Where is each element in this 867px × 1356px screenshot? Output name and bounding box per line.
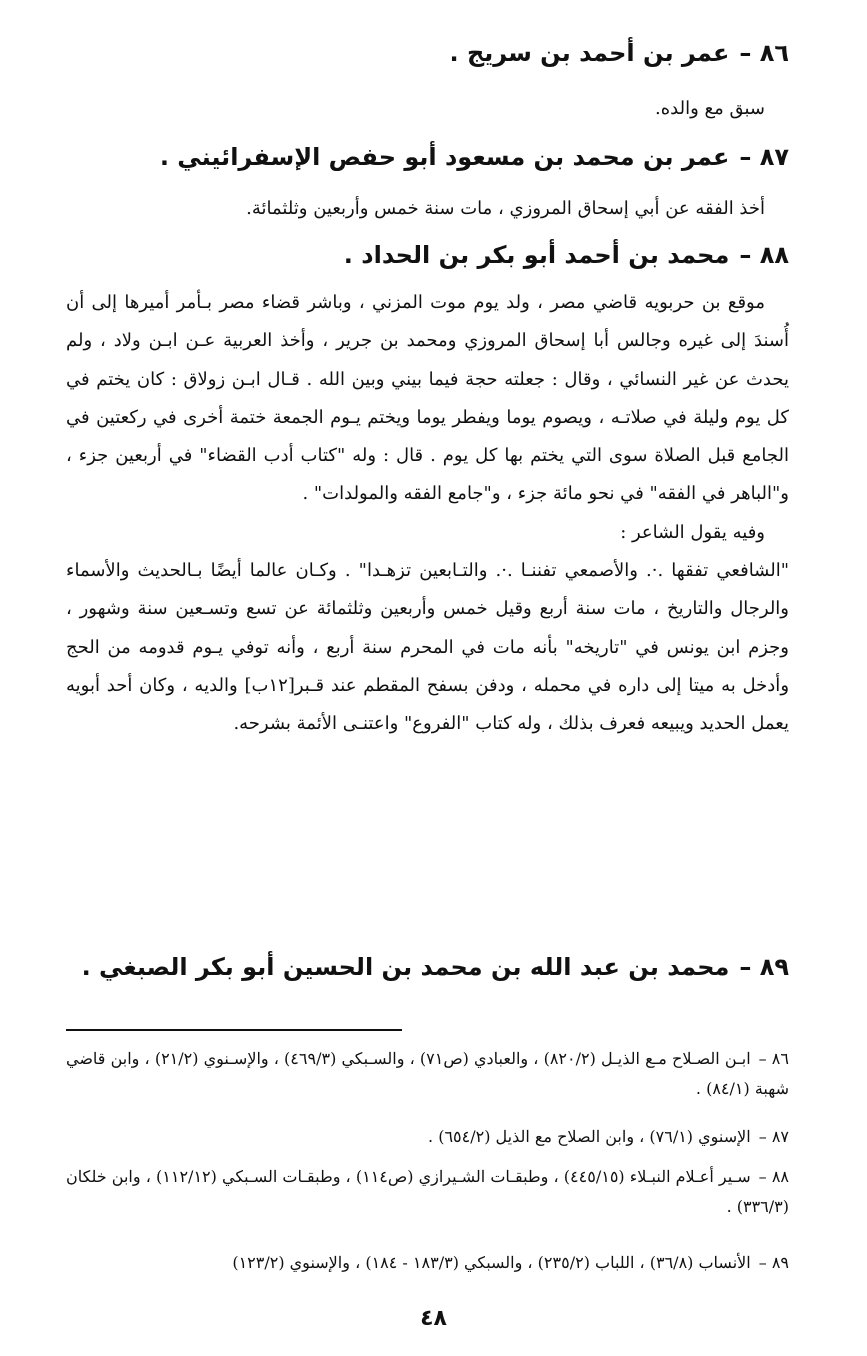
entry-88-body [66,284,789,744]
entry-number: ٨٧ – [739,143,789,171]
entry-title: محمد بن عبد الله بن محمد بن الحسين أبو بكر الصبغي . [81,953,730,981]
footnote-divider [66,1029,402,1031]
footnote-text: الأنساب (٣٦/٨) ، اللباب (٢٣٥/٢) ، والسبكي (١٨٣/٣ - ١٨٤) ، والإسنوي (١٢٣/٢) [232,1253,751,1272]
page-number: ٤٨ [420,1306,447,1331]
entry-89-heading [40,950,789,984]
entry-88-heading [40,238,789,272]
entry-title: عمر بن محمد بن مسعود أبو حفص الإسفرائيني . [159,143,730,171]
entry-title: محمد بن أحمد أبو بكر بن الحداد . [343,241,730,269]
footnote-number: ٨٩ – [758,1253,789,1272]
footnote-number: ٨٧ – [758,1127,789,1146]
footnote-text: ابـن الصـلاح مـع الذيـل (٨٢٠/٢) ، والعبادي (ص٧١) ، والسـبكي (٤٦٩/٣) ، والإسـنوي (٢١/٢) ، وابن قاضي شهبة (٨٤/١) . [66,1049,789,1098]
entry-86-heading [40,36,789,70]
footnote-number: ٨٦ – [758,1049,789,1068]
entry-88-paragraph-1: موقع بن حربويه قاضي مصر ، ولد يوم موت المزني ، وباشر قضاء مصر بـأمر أميرها إلى أن أُسندَ إلى غيره وجالس أبا إسحاق المروزي ومحمد بن جرير ، وأخذ العربية عـن ابـن ولاد ، ولم يحدث عن غير النسائي ، وقال : جعلته حجة فيما بيني وبين الله . قـال ابـن زولاق : كان يختم في كل يوم وليلة في صلاتـه ، ويصوم يوما ويفطر يوما ويختم يـوم الجمعة ختمة أخرى في ركعتين في الجامع قبل الصلاة سوى التي يختم بها كل يوم . قال : وله "كتاب أدب القضاء" في أربعين جزء ، و"الباهر في الفقه" في نحو مائة جزء ، و"جامع الفقه والمولدات" . [66,292,789,505]
entry-86-text: سبق مع والده. [655,98,765,119]
entry-88-paragraph-3: "الشافعي تفقها .·. والأصمعي تفننـا .·. والتـابعين تزهـدا" . وكـان عالما أيضًا بـالحديث والأسماء والرجال والتاريخ ، مات سنة أربع وقيل خمس وأربعين وثلثمائة عن تسع وتسـعين سنة وشهور ، وجزم ابن يونس في "تاريخه" بأنه مات في المحرم سنة أربع ، وأنه توفي يـوم قدومه من الحج وأدخل به ميتا إلى داره في محمله ، ودفن بسفح المقطم عند قـبر[١٢ب] والديه ، وكان أحد أبويه يعمل الحديد ويبيعه فعرف بذلك ، وله كتاب "الفروع" واعتنـى الأئمة بشرحه. [66,560,790,735]
entry-number: ٨٦ – [739,39,789,67]
footnote-text: الإسنوي (٧٦/١) ، وابن الصلاح مع الذيل (٦٥٤/٢) . [428,1127,751,1146]
entry-number: ٨٨ – [739,241,789,269]
footnote-number: ٨٨ – [758,1167,789,1186]
footnote-88 [66,1162,789,1222]
entry-title: عمر بن أحمد بن سريج . [449,39,730,67]
entry-number: ٨٩ – [739,953,789,981]
footnote-86 [66,1044,789,1104]
footnote-87 [66,1122,789,1152]
footnote-text: سـير أعـلام النبـلاء (٤٤٥/١٥) ، وطبقـات الشـيرازي (ص١١٤) ، وطبقـات السـبكي (١١٢/١٢) ، وابن خلكان (٣٣٦/٣) . [66,1167,789,1216]
footnote-89 [66,1248,789,1278]
entry-87-heading [40,140,789,174]
entry-87-text: أخذ الفقه عن أبي إسحاق المروزي ، مات سنة خمس وأربعين وثلثمائة. [246,198,765,219]
entry-88-paragraph-2: وفيه يقول الشاعر : [620,521,765,543]
